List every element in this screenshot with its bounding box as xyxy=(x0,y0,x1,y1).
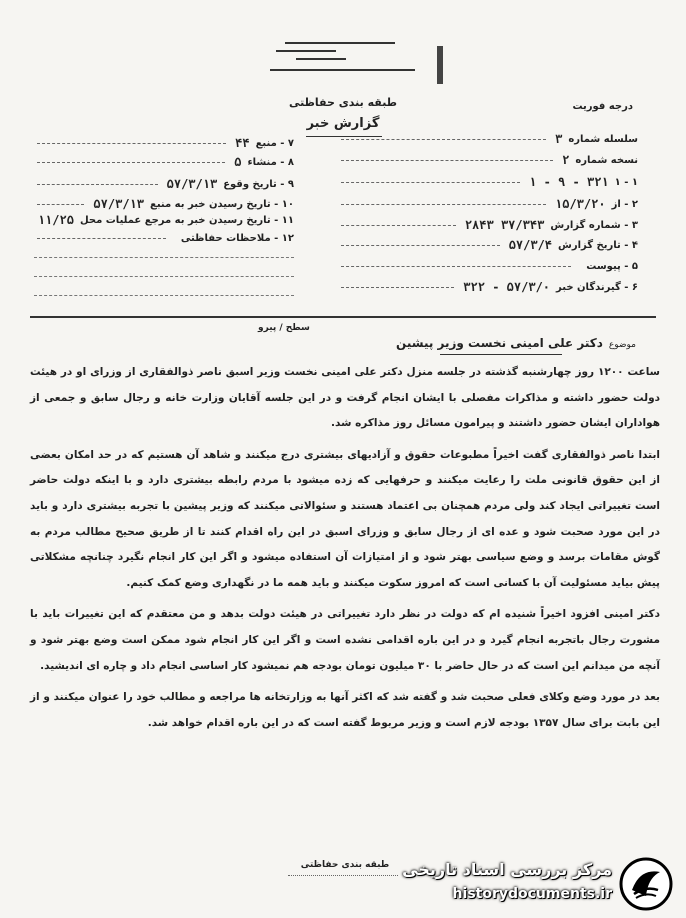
field-label: ۲ - از xyxy=(611,198,638,210)
dotted-line xyxy=(37,204,84,205)
reference-label: سطح / پیرو xyxy=(258,323,310,333)
vertical-mark xyxy=(437,46,443,84)
field-row xyxy=(338,151,638,169)
dotted-line xyxy=(37,162,225,163)
crossed-out-mark xyxy=(285,42,395,44)
subject-line xyxy=(396,336,636,350)
field-row xyxy=(34,153,294,171)
dotted-line xyxy=(341,204,546,205)
blank-line xyxy=(34,295,294,296)
urgency-label: درجه فوریت xyxy=(572,101,633,112)
field-label: ۳ - شماره گزارش xyxy=(550,219,638,231)
field-row xyxy=(34,175,294,193)
field-row xyxy=(338,216,638,234)
dotted-line xyxy=(341,287,454,288)
field-value: ۵۷/۳/۱۳ xyxy=(166,177,218,191)
dotted-line xyxy=(37,238,166,239)
field-row xyxy=(338,195,638,213)
dotted-line xyxy=(341,266,571,267)
body-paragraph: بعد در مورد وضع وکلای فعلی صحبت شد و گفته شد که اکثر آنها به وزارتخانه ها مراجعه و مطالب خود را عنوان میکنند و از این بابت برای سال ۱۳۵۷ بودجه لازم است و وزیر مربوط گفته است که در این باره اقدام خواهد شد. xyxy=(30,691,660,729)
field-label: ۱۱ - تاریخ رسیدن خبر به مرجع عملیات محل xyxy=(79,214,294,226)
dotted-line xyxy=(37,143,226,144)
field-value: ۳ xyxy=(555,132,563,146)
dotted-line xyxy=(341,139,546,140)
field-row xyxy=(338,130,638,148)
field-label: ۹ - تاریخ وقوع xyxy=(223,178,294,190)
field-value: ۱۵/۳/۲۰ xyxy=(555,197,606,211)
field-value: ۵۷/۳/۴ xyxy=(508,238,553,252)
section-divider xyxy=(30,316,656,318)
field-label: ۷ - منبع xyxy=(255,137,294,149)
field-label: ۵ - پیوست xyxy=(586,260,638,272)
field-value: ۵۷/۳/۱۳ xyxy=(93,197,144,211)
field-label: ۱ - ۱ xyxy=(614,176,638,188)
field-value: ۱۱/۲۵ xyxy=(37,213,74,227)
field-label: سلسله شماره xyxy=(568,133,638,145)
field-value: ۳۷/۳۴۳ ۲۸۴۳ xyxy=(464,218,545,232)
field-label: ۱۲ - ملاحظات حفاظتی xyxy=(180,232,294,244)
crossed-out-mark xyxy=(296,58,346,60)
dotted-line xyxy=(37,184,158,185)
field-label: نسخه شماره xyxy=(575,154,638,166)
dotted-line xyxy=(341,245,500,246)
classification-footer: طبقه بندی حفاظتی xyxy=(300,860,390,870)
classification-header: طبقه بندی حفاظتی xyxy=(288,96,398,109)
subject-label: موضوع xyxy=(608,340,636,350)
footer-dotted-line xyxy=(288,875,398,876)
watermark-url-text: historydocuments.ir xyxy=(452,886,612,902)
field-label: ۶ - گیرندگان خبر xyxy=(556,281,638,293)
field-row xyxy=(338,173,638,191)
body-paragraph: ساعت ۱۲۰۰ روز چهارشنبه گذشته در جلسه منزل دکتر علی امینی نخست وزیر اسبق ناصر ذوالفقاری از وزرای او در هیئت دولت حضور داشته و مذاکرات مفصلی با ایشان انجام گرفت و در این جلسه آقایان وزارت خانه و رجال سابق و جمعی از هواداران ایشان حضور داشتند و پیرامون مسائل روز مذاکره شد. xyxy=(30,366,661,430)
dotted-line xyxy=(341,160,553,161)
archive-logo-icon xyxy=(618,856,674,912)
field-value: ۲ xyxy=(562,153,570,167)
report-body xyxy=(30,360,660,736)
field-row xyxy=(34,229,294,247)
body-paragraph: دکتر امینی افزود اخیراً شنیده ام که دولت در نظر دارد تغییراتی در هیئت دولت بدهد و من معتقدم که این تغییرات باید با مشورت رجال باتجربه انجام گیرد و در این باره اقدامی نشده است و اگر این کار انجام شود ممکن است وضع بهتر شود و آنچه من میدانم این است که در حال حاضر با ۳۰ میلیون تومان بودجه هم نمیشود کار اساسی انجام داد و چاره ای اندیشید. xyxy=(30,608,660,672)
field-row xyxy=(338,278,638,296)
field-value: ۳۲۱ - ۹ - ۱ xyxy=(529,175,609,189)
field-label: ۴ - تاریخ گزارش xyxy=(558,239,638,251)
subject-underline xyxy=(440,354,562,355)
crossed-out-mark xyxy=(270,69,415,71)
field-value: ۵۷/۳/۰ - ۳۲۲ xyxy=(463,280,551,294)
crossed-out-mark xyxy=(276,50,336,52)
field-value: ۴۴ xyxy=(235,136,250,150)
watermark xyxy=(392,850,682,914)
watermark-persian-text: مرکز بررسی اسناد تاریخی xyxy=(402,860,612,879)
field-row xyxy=(338,236,638,254)
body-paragraph: ابتدا ناصر ذوالفقاری گفت اخیراً مطبوعات حقوق و آزادیهای بیشتری درج میکنند و شاهد آن هستیم که در حد امکان بعضی از این حقوق قانونی ملت را رعایت میکنند و حرفهایی که زده میشود با مردم رابطه بیشتری دارد و با اینکه دولت حاضر است تغییراتی ایجاد کند ولی مردم همچنان بی اعتماد هستند و سئوالاتی میکنند که وزیر پیشین با تجربه بیشتری دارد و باید در این مورد صحبت شود و عده ای از رجال سابق و وزرای اسبق در این راه اقدام کنند تا از طریق صحیح مطالب مردم به گوش مقامات برسد و وضع سیاسی بهتر شود و از امتیازات آن استفاده میشود و اگر این کار انجام نگیرد چنانچه مشکلاتی پیش بیاید مسئولیت آن با کسانی است که امروز سکوت میکنند و باید همه ما در نگهداری وضع کمک کنیم. xyxy=(30,448,660,589)
field-row xyxy=(338,257,638,275)
field-row xyxy=(34,211,294,229)
blank-line xyxy=(34,257,294,258)
subject-text: دکتر علی امینی نخست وزیر پیشین xyxy=(396,336,603,350)
blank-line xyxy=(34,276,294,277)
dotted-line xyxy=(341,182,520,183)
document-title: گزارش خبر xyxy=(306,116,380,131)
field-label: ۱۰ - تاریخ رسیدن خبر به منبع xyxy=(150,198,294,210)
field-value: ۵ xyxy=(234,155,242,169)
field-label: ۸ - منشاء xyxy=(247,156,294,168)
dotted-line xyxy=(341,225,456,226)
field-row xyxy=(34,134,294,152)
